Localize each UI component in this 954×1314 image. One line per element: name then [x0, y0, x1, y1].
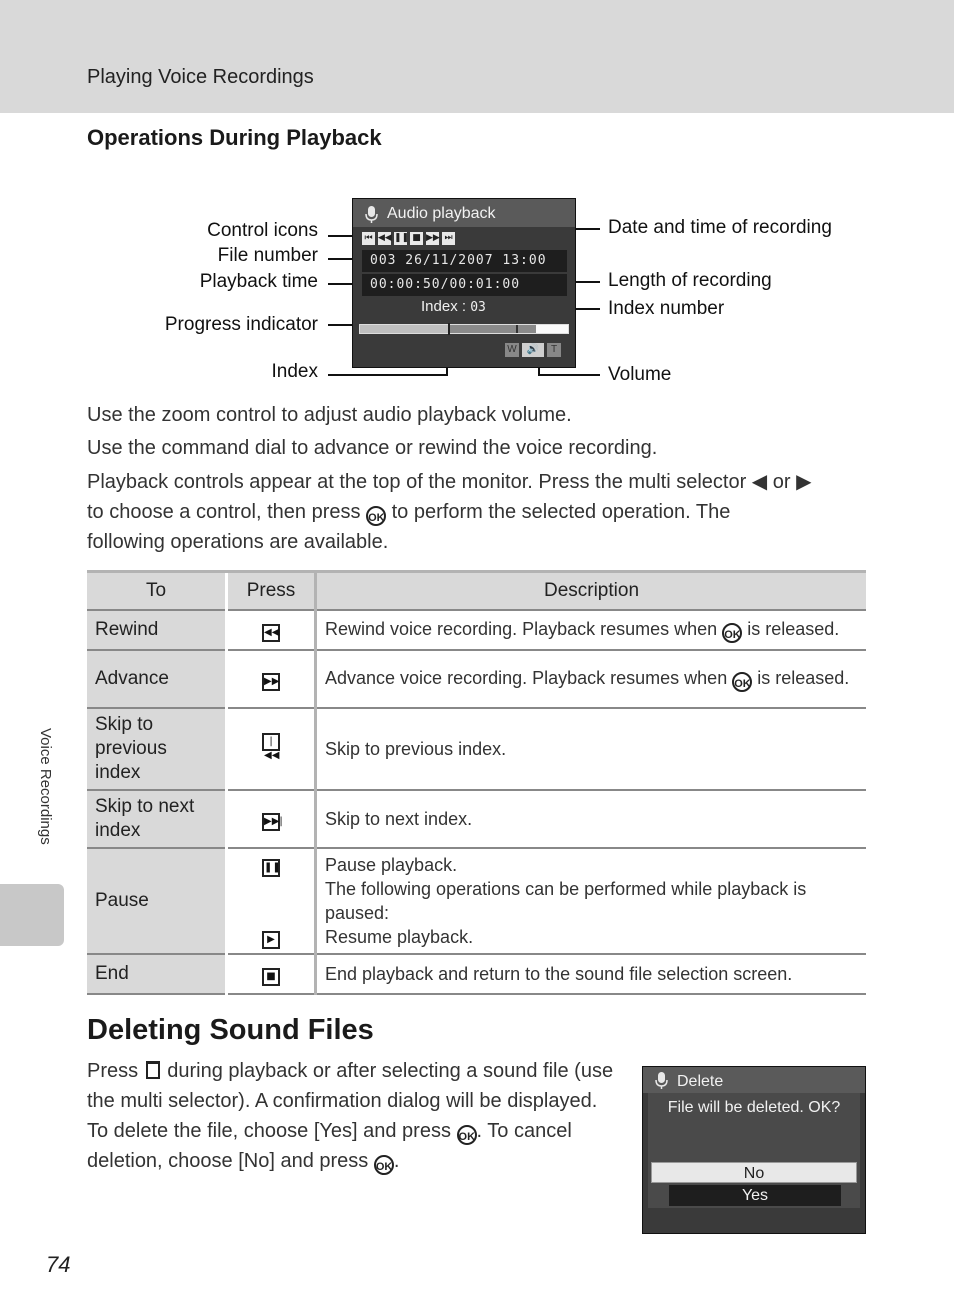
row-description: Pause playback. The following operations can be performed while playback is paused: Resume playback.: [316, 848, 867, 954]
control-icons: [362, 232, 455, 245]
pause-icon[interactable]: ❚❚: [394, 233, 410, 243]
table-row: [87, 708, 866, 790]
file-date-line: 003 26/11/2007 13:00: [362, 250, 567, 272]
dialog-option-no[interactable]: No: [651, 1162, 857, 1183]
section-title-deleting: Deleting Sound Files: [87, 1014, 374, 1046]
delete-dialog: [642, 1066, 866, 1234]
table-row: [87, 954, 866, 994]
col-header-to: To: [87, 572, 227, 611]
row-description: Advance voice recording. Playback resumes when OK is released.: [316, 650, 867, 708]
trash-icon: [146, 1061, 160, 1079]
stop-icon: ■: [262, 968, 280, 986]
index-marker: [448, 323, 450, 335]
skip-next-icon[interactable]: ⏭: [442, 232, 455, 245]
col-header-description: Description: [316, 572, 867, 611]
row-to: Skip to next index: [87, 790, 227, 848]
callout-control-icons: Control icons: [207, 220, 318, 241]
skip-previous-icon[interactable]: ⏮: [362, 232, 375, 245]
col-header-press: Press: [227, 572, 316, 611]
microphone-icon: [363, 205, 381, 223]
ok-button-icon: OK: [457, 1125, 477, 1145]
stop-icon[interactable]: ■: [410, 232, 423, 245]
callout-file-number: File number: [217, 245, 318, 266]
paragraph-deleting: Press during playback or after selecting a sound file (use the multi selector). A confirmation dialog will be displayed. To delete the file, choose [Yes] and press OK. To cancel deletion, choose [No] and press OK.: [87, 1060, 614, 1173]
rewind-icon: ◀◀: [262, 624, 280, 642]
paragraph-controls-line3: following operations are available.: [87, 531, 389, 553]
zoom-wide-icon: W: [505, 343, 519, 357]
row-to: Pause: [87, 848, 227, 954]
screen-title: Audio playback: [387, 205, 496, 222]
index-label: Index :: [421, 298, 467, 315]
dialog-option-yes[interactable]: Yes: [669, 1185, 841, 1206]
zoom-tele-icon: T: [547, 343, 561, 357]
index-value: 03: [470, 300, 486, 315]
row-description: Rewind voice recording. Playback resumes when OK is released.: [316, 610, 867, 650]
table-row: [87, 848, 866, 954]
progress-tail: [536, 325, 568, 333]
dialog-message: File will be deleted. OK?: [667, 1099, 841, 1116]
callout-progress-indicator: Progress indicator: [164, 314, 318, 335]
paragraph-controls: [87, 467, 877, 557]
table-row: [87, 650, 866, 708]
playback-screen: [352, 198, 576, 368]
microphone-icon: [653, 1071, 671, 1089]
dialog-title: Delete: [677, 1073, 724, 1090]
rewind-icon[interactable]: ◀◀: [378, 233, 392, 243]
row-to: Rewind: [87, 610, 227, 650]
table-row: [87, 610, 866, 650]
fast-forward-icon: ▶▶: [262, 673, 280, 691]
progress-indicator: [359, 324, 569, 334]
section-title-operations: Operations During Playback: [87, 125, 382, 150]
ok-button-icon: OK: [722, 623, 742, 643]
playback-time-line: 00:00:50/00:01:00: [362, 274, 567, 296]
paragraph-dial: Use the command dial to advance or rewind the voice recording.: [87, 437, 658, 459]
callout-length: Length of recording: [608, 270, 772, 291]
play-icon: ▶: [262, 931, 280, 949]
paragraph-zoom: Use the zoom control to adjust audio playback volume.: [87, 404, 572, 426]
ok-button-icon: OK: [374, 1155, 394, 1175]
progress-fill: [360, 325, 449, 333]
callout-index: Index: [271, 361, 318, 382]
callout-playback-time: Playback time: [199, 271, 318, 292]
callout-index-number: Index number: [608, 298, 725, 319]
paragraph-controls-line1: Playback controls appear at the top of the monitor. Press the multi selector ◀ or ▶: [87, 471, 812, 493]
operations-table: [87, 570, 866, 995]
index-marker-2: [516, 325, 518, 333]
row-description: End playback and return to the sound file selection screen.: [316, 954, 867, 994]
sidebar-section-label: Voice Recordings: [37, 728, 54, 845]
ok-button-icon: OK: [366, 506, 386, 526]
row-to: Skip to previous index: [87, 708, 227, 790]
callout-volume: Volume: [608, 364, 672, 385]
callout-date-time: Date and time of recording: [608, 217, 832, 238]
skip-previous-icon: |◀◀: [262, 733, 280, 751]
ok-button-icon: OK: [732, 672, 752, 692]
table-header-row: [87, 572, 866, 611]
row-to: Advance: [87, 650, 227, 708]
sidebar-tab: [0, 884, 64, 946]
fast-forward-icon[interactable]: ▶▶: [426, 233, 440, 243]
speaker-icon: 🔊: [522, 343, 544, 357]
pause-icon: ❚❚: [262, 859, 280, 877]
index-readout: [421, 298, 486, 315]
page-number: 74: [46, 1252, 71, 1277]
skip-next-icon: ▶▶|: [262, 813, 280, 831]
row-to: End: [87, 954, 227, 994]
paragraph-controls-line2: to choose a control, then press OK to perform the selected operation. The: [87, 501, 731, 524]
table-row: [87, 790, 866, 848]
header-title: Playing Voice Recordings: [87, 66, 314, 88]
row-description: Skip to next index.: [316, 790, 867, 848]
volume-indicator: [505, 343, 561, 357]
row-description: Skip to previous index.: [316, 708, 867, 790]
